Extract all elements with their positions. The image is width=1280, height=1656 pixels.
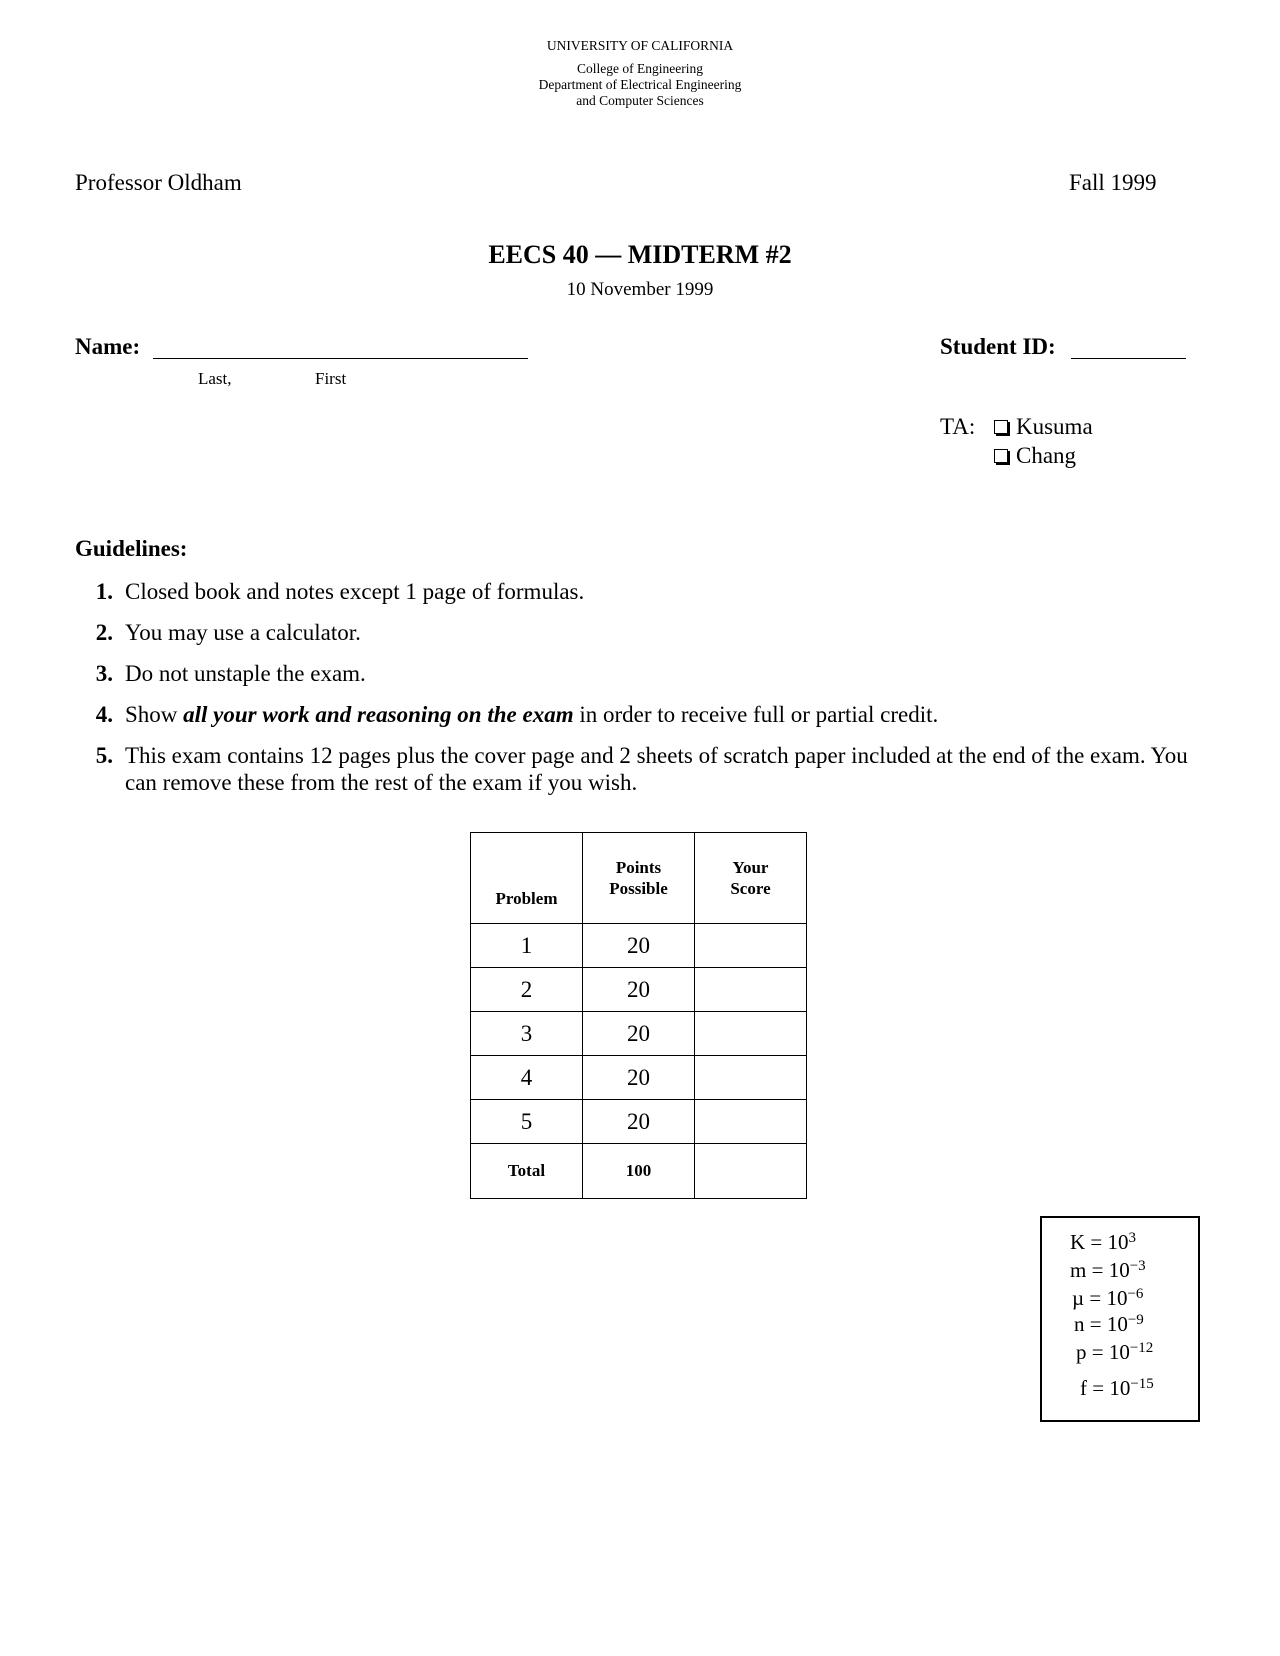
name-label: Name: [75,334,141,359]
ta-option-kusuma[interactable] [994,414,1093,440]
student-id-label: Student ID: [940,334,1056,359]
checkbox-icon[interactable] [994,449,1008,463]
prefix-base: 10 [1109,1376,1131,1400]
total-score-cell[interactable] [695,1144,807,1199]
guidelines-heading: Guidelines: [75,536,188,561]
text-emphasis: all your work and reasoning on the exam [183,702,574,727]
prefix-row-micro: $\mu = 10^{-6}$ [1072,1286,1144,1310]
si-prefix-box [1040,1216,1200,1422]
guidelines-list [75,578,1205,810]
prefix-symbol: µ [1072,1286,1085,1310]
score-cell[interactable] [695,1100,807,1144]
prefix-symbol: K [1070,1230,1086,1254]
college-name: College of Engineering [577,61,703,76]
prefix-row-kilo: $K = 10^3$ [1070,1230,1137,1254]
score-cell[interactable] [695,1056,807,1100]
points-cell: 20 [583,1012,695,1056]
prefix-exponent: −9 [1127,1312,1144,1328]
score-cell[interactable] [695,924,807,968]
score-cell[interactable] [695,1012,807,1056]
table-row [471,924,807,968]
prefix-symbol: f [1080,1376,1087,1400]
total-points: 100 [583,1144,695,1199]
name-sub-last: Last, [198,369,232,388]
table-row [471,1056,807,1100]
header-points-possible: Points Possible [583,833,695,924]
name-blank[interactable] [153,358,528,359]
list-item-text: This exam contains 12 pages plus the cover page and 2 sheets of scratch paper included at the end of the exam. You can remove these from the rest of the exam if you wish. [125,743,1188,795]
prefix-exponent: −6 [1127,1286,1144,1302]
prefix-exponent: −15 [1130,1376,1154,1392]
problem-cell: 4 [471,1056,583,1100]
list-item-text: Closed book and notes except 1 page of formulas. [125,579,585,604]
text-pre: Show [125,702,184,727]
term: Fall 1999 [1069,170,1157,195]
prefix-base: 10 [1106,1312,1128,1336]
prefix-row-pico: $p = 10^{-12}$ [1076,1340,1154,1364]
prefix-exponent: −12 [1129,1340,1154,1356]
ta-option-label: Chang [1016,443,1077,468]
table-row [471,1012,807,1056]
list-item-text [125,701,1205,728]
list-item-number: 2. [95,620,113,645]
prefix-symbol: p [1076,1340,1087,1364]
list-item [75,578,1205,605]
department-name: Department of Electrical Engineering [538,77,742,92]
table-row [471,968,807,1012]
table-header-row [471,833,807,924]
checkbox-icon[interactable] [994,420,1008,434]
university-name: UNIVERSITY OF CALIFORNIA [546,38,734,53]
prefix-exponent: −3 [1129,1258,1146,1274]
prefix-exponent: 3 [1128,1230,1137,1246]
text-post: in order to receive full or partial credit. [573,702,939,727]
list-item-number: 5. [95,743,113,768]
table-total-row [471,1144,807,1199]
header-your-score: Your Score [695,833,807,924]
prefix-row-nano: $n = 10^{-9}$ [1074,1312,1144,1336]
prefix-base: 10 [1108,1340,1130,1364]
header-problem: Problem [471,833,583,924]
list-item-text: Do not unstaple the exam. [125,661,366,686]
student-id-blank[interactable] [1071,358,1186,359]
problem-cell: 1 [471,924,583,968]
list-item [75,660,1205,687]
list-item-number: 3. [95,661,113,686]
prefix-row-femto: $f = 10^{-15}$ [1080,1376,1154,1400]
ta-option-chang[interactable] [994,443,1076,469]
exam-date: 10 November 1999 [566,279,714,300]
score-cell[interactable] [695,968,807,1012]
list-item [75,619,1205,646]
department-name-cont: and Computer Sciences [576,93,704,108]
score-table [470,832,807,1199]
points-cell: 20 [583,1100,695,1144]
professor-name: Professor Oldham [75,170,242,195]
list-item-number: 4. [95,702,113,727]
problem-cell: 3 [471,1012,583,1056]
list-item-number: 1. [95,579,113,604]
problem-cell: 5 [471,1100,583,1144]
points-cell: 20 [583,1056,695,1100]
ta-option-label: Kusuma [1016,414,1093,439]
list-item [75,701,1205,728]
name-sub-first: First [315,369,347,388]
total-label: Total [471,1144,583,1199]
prefix-base: 10 [1108,1258,1130,1282]
list-item [75,742,1205,796]
problem-cell: 2 [471,968,583,1012]
prefix-row-milli: $m = 10^{-3}$ [1070,1258,1146,1282]
prefix-base: 10 [1106,1286,1128,1310]
list-item-text: You may use a calculator. [125,620,361,645]
prefix-symbol: n [1074,1312,1085,1336]
prefix-symbol: m [1070,1258,1087,1282]
table-row [471,1100,807,1144]
exam-title: EECS 40 — MIDTERM #2 [488,240,792,269]
department-block [0,61,1280,109]
ta-label: TA: [940,414,976,439]
points-cell: 20 [583,968,695,1012]
points-cell: 20 [583,924,695,968]
prefix-base: 10 [1107,1230,1129,1254]
